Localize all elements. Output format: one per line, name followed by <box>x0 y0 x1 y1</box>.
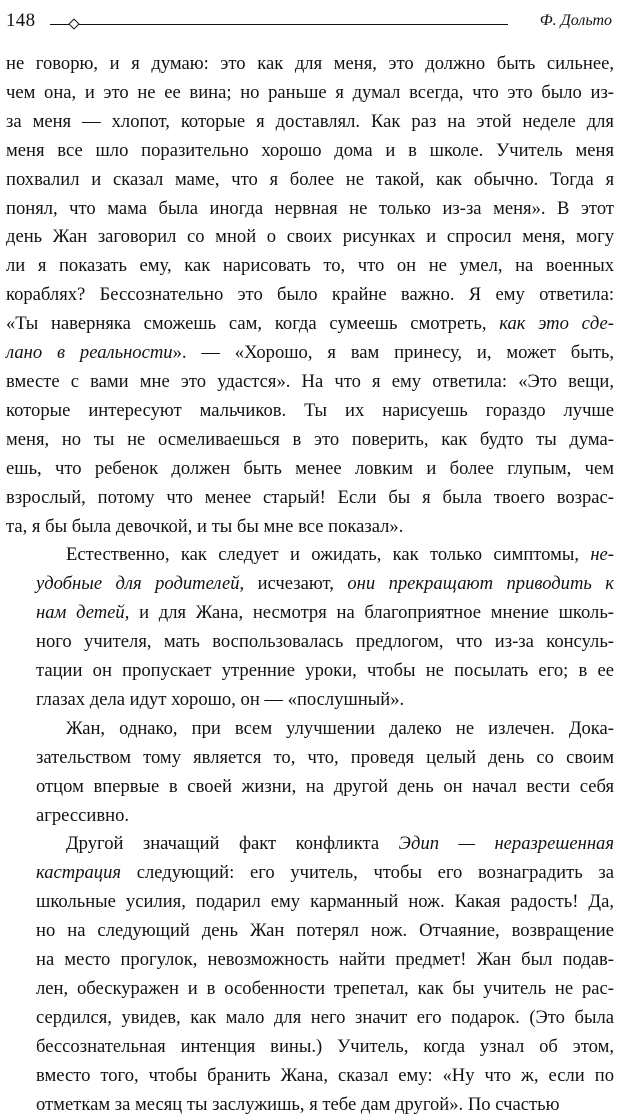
text-line <box>6 310 614 339</box>
text-run: Другой значащий факт конфликта <box>66 833 399 855</box>
paragraph <box>6 541 614 714</box>
text-line <box>6 50 614 79</box>
text-line <box>6 281 614 310</box>
italic-run: кастрация <box>36 862 122 884</box>
text-run: не говорю, и я думаю: это как для меня, это должно быть сильнее, <box>6 53 614 74</box>
text-line <box>6 570 614 599</box>
text-line <box>6 715 614 744</box>
text-line <box>6 79 614 108</box>
text-run: на место прогулок, невозможность найти предмет! Жан был подав- <box>36 949 614 971</box>
text-run: , и для Жана, несмотря на благоприятное мнение школь- <box>124 602 614 624</box>
text-run: отметкам за месяц ты заслужишь, я тебе дам другой». По счастью <box>36 1093 560 1115</box>
text-line <box>6 368 614 397</box>
header-rule <box>50 24 508 25</box>
text-line <box>6 455 614 484</box>
italic-run: как это сде- <box>499 313 614 335</box>
text-run: вместе с вами мне это удастся». На что я ему ответила: «Это вещи, <box>6 370 614 392</box>
text-line <box>6 195 614 224</box>
text-line <box>6 108 614 137</box>
text-run: бессознательная интенция вины.) Учитель, когда узнал об этом, <box>36 1035 614 1057</box>
text-line <box>6 946 614 975</box>
page-header <box>6 10 612 36</box>
text-run: глазах дела идут хорошо, он — «послушный». <box>36 688 405 710</box>
text-line <box>6 917 614 946</box>
text-line <box>6 166 614 195</box>
text-line <box>6 426 614 455</box>
text-line <box>6 657 614 686</box>
text-run: Естественно, как следует и ожидать, как только симптомы, <box>66 544 591 566</box>
text-run: следующий: его учитель, чтобы его вознаградить за <box>121 862 614 884</box>
text-line <box>6 397 614 426</box>
paragraph <box>6 715 614 831</box>
paragraph <box>6 830 614 1119</box>
text-run: день Жан заговорил со мной о своих рисунках и спросил меня, могу <box>6 226 614 248</box>
text-line <box>6 773 614 802</box>
italic-run: лано в реальности <box>6 342 173 364</box>
text-line <box>6 1033 614 1062</box>
text-line <box>6 802 614 831</box>
text-run: вместо того, чтобы бранить Жана, сказал ему: «Ну что ж, если по <box>36 1064 614 1086</box>
text-run: меня, но ты не осмеливаешься в это поверить, как будто ты дума- <box>6 428 614 450</box>
text-line <box>6 513 614 542</box>
body-text <box>6 50 614 1120</box>
text-line <box>6 859 614 888</box>
text-line <box>6 1062 614 1091</box>
text-line <box>6 975 614 1004</box>
text-run: Жан, однако, при всем улучшении далеко не излечен. Дока- <box>66 717 614 739</box>
page-number: 148 <box>6 10 36 31</box>
text-line <box>6 137 614 166</box>
text-run: зательством тому является то, что, проведя целый день со своим <box>36 746 614 768</box>
text-run: школьные усилия, подарил ему карманный нож. Какая радость! Да, <box>36 891 614 913</box>
italic-run: они прекращают приводить к <box>347 573 614 595</box>
text-run: ного учителя, мать воспользовалась предлогом, что из-за консуль- <box>36 631 614 653</box>
text-line <box>6 599 614 628</box>
text-line <box>6 1004 614 1033</box>
text-run: которые интересуют мальчиков. Ты их нарисуешь гораздо лучше <box>6 399 614 421</box>
text-run: чем она, и это не ее вина; но раньше я думал всегда, что это было из- <box>6 81 614 103</box>
text-line <box>6 484 614 513</box>
text-run: отцом впервые в своей жизни, на другой день он начал вести себя <box>36 775 614 797</box>
italic-run: не- <box>590 544 614 566</box>
diamond-ornament-icon <box>68 18 79 29</box>
text-run: похвалил и сказал маме, что я более не такой, как обычно. Тогда я <box>6 168 614 190</box>
text-run: ешь, что ребенок должен быть менее ловким и более глупым, чем <box>6 457 614 479</box>
text-run: сердился, увидев, как мало для него значит его подарок. (Это была <box>36 1006 614 1028</box>
text-run: но на следующий день Жан потерял нож. Отчаяние, возвращение <box>36 920 614 942</box>
text-run: тации он пропускает утренние уроки, чтобы не посылать его; в ее <box>36 660 614 682</box>
text-run: та, я бы была девочкой, и ты бы мне все показал». <box>6 515 404 537</box>
paragraph <box>6 50 614 541</box>
italic-run: нам детей <box>36 602 125 624</box>
text-run: за меня — хлопот, которые я доставлял. Как раз на этой неделе для <box>6 110 614 132</box>
text-run: «Ты наверняка сможешь сам, когда сумеешь смотреть, <box>6 313 500 335</box>
text-line <box>6 252 614 281</box>
text-line <box>6 686 614 715</box>
text-line <box>6 830 614 859</box>
text-line <box>6 744 614 773</box>
running-head-author: Ф. Дольто <box>539 12 612 29</box>
text-line <box>6 223 614 252</box>
text-run: , исчезают, <box>239 573 348 595</box>
text-line <box>6 628 614 657</box>
text-run: ». — «Хорошо, я вам принесу, и, может быть, <box>172 342 614 364</box>
text-run: ли я показать ему, как нарисовать то, что он не умел, на военных <box>6 255 614 277</box>
text-run: лен, обескуражен и в особенности трепетал, как бы учитель не рас- <box>36 978 614 999</box>
italic-run: Эдип — неразрешенная <box>398 833 614 855</box>
text-line <box>6 541 614 570</box>
text-run: кораблях? Бессознательно это было крайне важно. Я ему ответила: <box>6 284 614 306</box>
italic-run: удобные для родителей <box>36 573 240 595</box>
text-line <box>6 888 614 917</box>
text-run: меня все шло поразительно хорошо дома и в школе. Учитель меня <box>6 139 614 161</box>
text-run: взрослый, потому что менее старый! Если бы я была твоего возрас- <box>6 486 614 508</box>
text-run: агрессивно. <box>36 804 130 826</box>
text-line <box>6 1091 614 1120</box>
text-run: понял, что мама была иногда нервная не только из-за меня». В этот <box>6 197 614 219</box>
text-line <box>6 339 614 368</box>
